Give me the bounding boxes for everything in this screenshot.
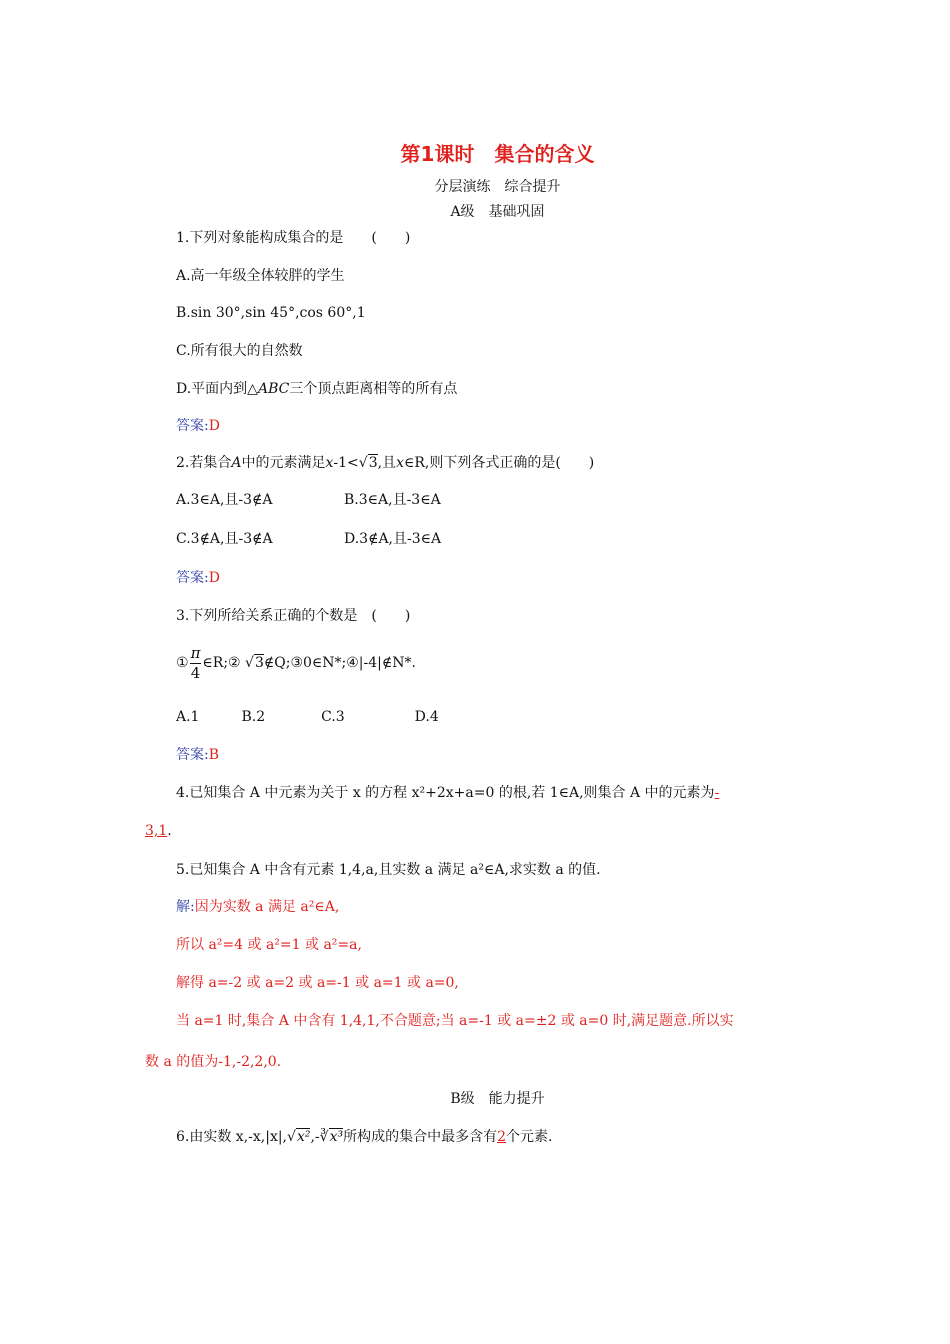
level-b-heading: B级 能力提升 <box>450 1091 545 1107</box>
q5-solution-line-3: 解得 a=-2 或 a=2 或 a=-1 或 a=1 或 a=0, <box>176 975 459 991</box>
pi-over-4-fraction: $\frac{\pi}{4}$ <box>190 643 201 682</box>
q1-option-d: D.平面内到△ABC三个顶点距离相等的所有点 <box>176 381 458 397</box>
q1-option-a: A.高一年级全体较胖的学生 <box>176 268 345 284</box>
q1-option-c: C.所有很大的自然数 <box>176 343 303 359</box>
subtitle: 分层演练 综合提升 <box>434 179 561 195</box>
q5-solution-line-1: 解:因为实数 a 满足 a²∈A, <box>176 899 340 915</box>
q6-stem: 6.由实数 x,-x,|x|,√x²,-∛x³所构成的集合中最多含有2个元素. <box>176 1129 553 1145</box>
level-a-heading: A级 基础巩固 <box>450 204 545 220</box>
q1-answer: 答案:D <box>176 418 220 434</box>
q2-option-d: D.3∉A,且-3∈A <box>344 531 442 547</box>
q2-stem: 2.若集合A中的元素满足x-1<√3,且x∈R,则下列各式正确的是( ) <box>176 455 595 471</box>
q2-option-c: C.3∉A,且-3∉A <box>176 531 273 547</box>
q5-solution-line-5: 数 a 的值为-1,-2,2,0. <box>145 1054 282 1070</box>
q1-stem: 1.下列对象能构成集合的是 ( ) <box>176 230 411 246</box>
q2-answer: 答案:D <box>176 570 220 586</box>
q1-option-b: B.sin 30°,sin 45°,cos 60°,1 <box>176 305 366 321</box>
q3-options: A.1 B.2 C.3 D.4 <box>176 709 439 725</box>
page-title: 第1课时 集合的含义 <box>400 142 595 166</box>
q5-solution-line-2: 所以 a²=4 或 a²=1 或 a²=a, <box>176 937 362 953</box>
q5-stem: 5.已知集合 A 中含有元素 1,4,a,且实数 a 满足 a²∈A,求实数 a 的值. <box>176 862 601 878</box>
q2-option-b: B.3∈A,且-3∈A <box>344 492 441 508</box>
q4-answer: 3,1. <box>145 823 172 839</box>
q3-stem: 3.下列所给关系正确的个数是 ( ) <box>176 608 411 624</box>
q3-items: ① $\frac{\pi}{4}$ ∈R;② √3∉Q;③0∈N*;④|-4|∉N*. <box>176 643 416 682</box>
q2-option-a: A.3∈A,且-3∉A <box>176 492 273 508</box>
q5-solution-line-4: 当 a=1 时,集合 A 中含有 1,4,1,不合题意;当 a=-1 或 a=±2 或 a=0 时,满足题意.所以实 <box>176 1013 734 1029</box>
q3-answer: 答案:B <box>176 747 220 763</box>
q4-stem: 4.已知集合 A 中元素为关于 x 的方程 x²+2x+a=0 的根,若 1∈A,则集合 A 中的元素为- <box>176 785 720 801</box>
